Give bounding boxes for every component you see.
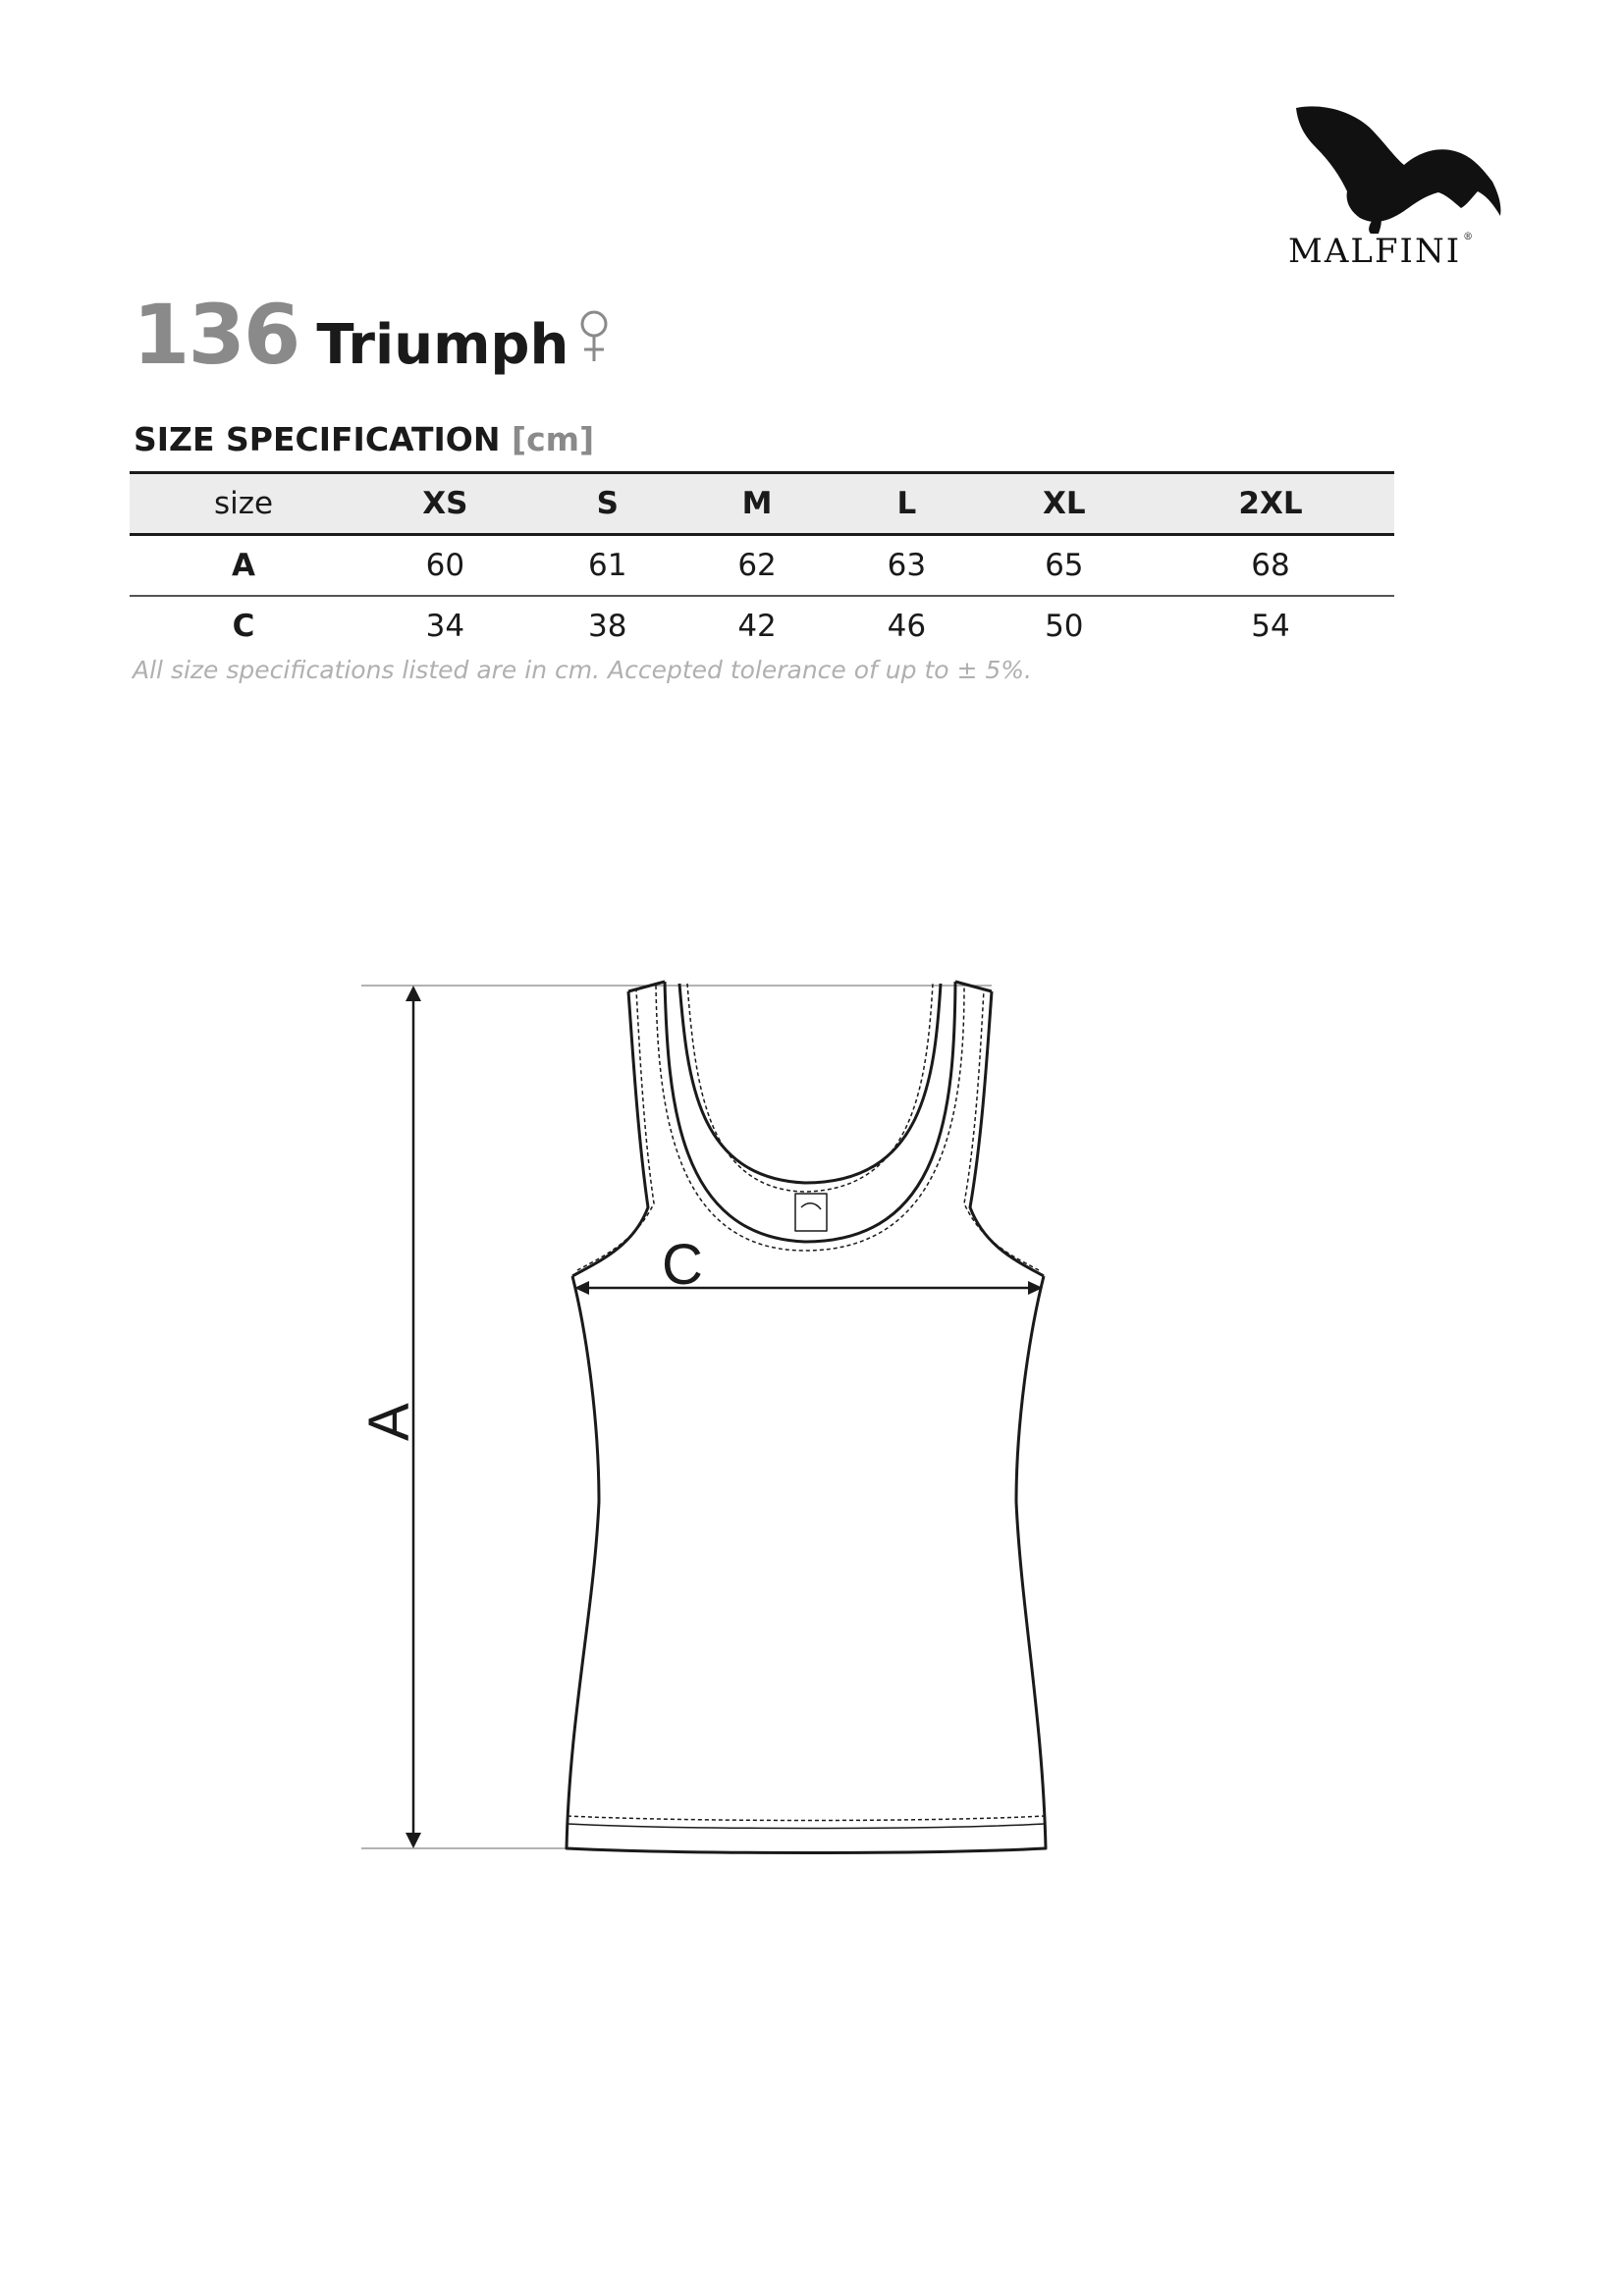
product-code: 136 — [133, 287, 299, 383]
header-size: S — [533, 473, 682, 535]
table-cell: 60 — [357, 535, 533, 597]
table-cell: 65 — [982, 535, 1148, 597]
row-label: A — [130, 535, 357, 597]
neck-tag — [795, 1194, 827, 1231]
arrow-head-icon — [406, 1833, 421, 1848]
back-neckline — [679, 984, 941, 1183]
table-cell: 46 — [887, 609, 927, 644]
hem-line — [568, 1824, 1045, 1829]
table-cell: 50 — [1045, 609, 1084, 644]
dimension-c-label: C — [662, 1233, 703, 1297]
arrow-head-icon — [406, 986, 421, 1001]
table-cell: 63 — [832, 535, 981, 597]
row-label: C — [232, 609, 255, 644]
header-size: XL — [982, 473, 1148, 535]
table-cell: 54 — [1251, 609, 1290, 644]
header-size: 2XL — [1147, 473, 1394, 535]
garment-body-outline — [567, 1276, 1046, 1853]
table-cell: 34 — [425, 609, 465, 644]
right-armhole — [970, 991, 1044, 1276]
product-name: Triumph — [316, 313, 569, 377]
hem-stitch — [568, 1816, 1045, 1821]
brand-name: MALFINI ® — [1288, 232, 1476, 271]
left-strap-top — [628, 982, 665, 991]
header-size: XS — [357, 473, 533, 535]
table-cell: 42 — [737, 609, 777, 644]
header-size: M — [682, 473, 832, 535]
table-cell: 62 — [682, 535, 832, 597]
dimension-a-label: A — [357, 1403, 421, 1441]
spec-heading: SIZE SPECIFICATION [cm] — [134, 420, 595, 458]
table-cell: 61 — [533, 535, 682, 597]
eagle-icon — [801, 1203, 821, 1209]
tolerance-note: All size specifications listed are in cm. Accepted tolerance of up to ± 5%. — [133, 656, 1033, 684]
left-armhole — [572, 991, 648, 1276]
table-cell: 38 — [588, 609, 627, 644]
header-size-label: size — [130, 473, 357, 535]
header-size: L — [832, 473, 981, 535]
right-strap-top — [955, 982, 992, 991]
table-cell: 68 — [1147, 535, 1394, 597]
